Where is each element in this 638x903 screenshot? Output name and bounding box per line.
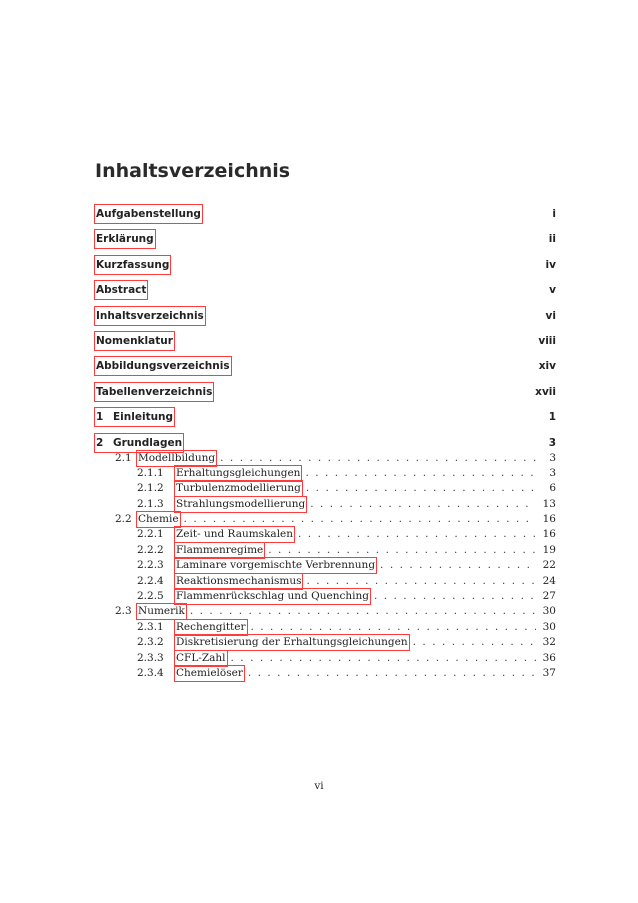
toc-page: 27 — [542, 590, 556, 603]
toc-number: 2.2.5 — [137, 590, 164, 603]
toc-number: 2.2 — [115, 513, 132, 526]
toc-page: xiv — [538, 360, 556, 373]
toc-number: 2.1.3 — [137, 497, 164, 510]
toc-entry-rechengitter — [95, 620, 556, 635]
toc-page: 13 — [542, 497, 556, 510]
toc-entry-nomenklatur — [95, 332, 556, 357]
toc-number: 1 — [96, 411, 104, 424]
toc-page: 16 — [542, 513, 556, 526]
toc-page: 3 — [549, 451, 556, 464]
toc-entry-strahlungsmodellierung — [95, 497, 556, 512]
toc-link[interactable]: Nomenklatur — [95, 332, 174, 350]
toc-number: 2.1 — [115, 451, 132, 464]
toc-title: Inhaltsverzeichnis — [95, 160, 291, 182]
toc-link[interactable]: Inhaltsverzeichnis — [95, 307, 205, 325]
toc-entry-turbulenzmodellierung — [95, 481, 556, 496]
toc-link[interactable]: Abbildungsverzeichnis — [95, 357, 231, 375]
toc-link[interactable]: Reaktionsmechanismus — [176, 574, 302, 587]
dot-leader — [310, 497, 536, 512]
dot-leader — [251, 620, 537, 635]
toc-link[interactable]: Numerik — [138, 605, 185, 618]
toc-page: viii — [538, 334, 556, 347]
toc-number: 2.1.1 — [137, 466, 164, 479]
dot-leader — [298, 527, 536, 542]
dot-leader — [190, 604, 536, 619]
toc-link[interactable]: Abstract — [95, 281, 147, 299]
dot-leader — [306, 574, 536, 589]
toc-page: 6 — [549, 482, 556, 495]
toc-entry-erhaltungsgleichungen — [95, 466, 556, 481]
dot-leader — [306, 481, 536, 496]
toc-number: 2.2.3 — [137, 559, 164, 572]
toc-entry-abbildungsverzeichnis — [95, 357, 556, 382]
toc-entry-laminare-verbrennung — [95, 558, 556, 573]
toc-entry-erklaerung — [95, 230, 556, 255]
toc-link[interactable]: Zeit- und Raumskalen — [176, 528, 294, 541]
toc-entry-kurzfassung — [95, 256, 556, 281]
toc-entry-einleitung — [95, 408, 556, 433]
dot-leader — [268, 543, 536, 558]
toc-entry-reaktionsmechanismus — [95, 574, 556, 589]
toc-page: 16 — [542, 528, 556, 541]
toc-link[interactable]: Strahlungsmodellierung — [176, 497, 306, 510]
toc-number: 2.1.2 — [137, 482, 164, 495]
toc-page: 3 — [549, 466, 556, 479]
toc-link[interactable]: Flammenrückschlag und Quenching — [176, 590, 369, 603]
dot-leader — [248, 666, 536, 681]
toc-link[interactable] — [95, 408, 174, 426]
toc-link[interactable]: Rechengitter — [176, 620, 246, 633]
dot-leader — [220, 451, 536, 466]
toc-page: iv — [545, 258, 556, 271]
toc-link[interactable]: Laminare vorgemischte Verbrennung — [176, 559, 376, 572]
dot-leader — [305, 466, 536, 481]
toc-number: 2.3.4 — [137, 666, 164, 679]
toc-link[interactable]: Turbulenzmodellierung — [176, 482, 301, 495]
toc-entry-tabellenverzeichnis — [95, 383, 556, 408]
toc-page: 30 — [542, 605, 556, 618]
dot-leader — [380, 558, 536, 573]
toc-number: 2.2.1 — [137, 528, 164, 541]
toc-entry-chemie — [95, 512, 556, 527]
toc-link[interactable]: CFL-Zahl — [176, 651, 226, 664]
dot-leader — [231, 651, 536, 666]
toc-page: 36 — [542, 651, 556, 664]
toc-label: Einleitung — [113, 411, 174, 424]
toc-link[interactable]: Chemie — [138, 513, 179, 526]
page-number: vi — [314, 780, 324, 792]
toc-page: i — [552, 208, 556, 220]
toc-page: 19 — [542, 543, 556, 556]
toc-link[interactable] — [95, 434, 183, 452]
toc-page: 3 — [548, 436, 556, 449]
toc-label: Grundlagen — [113, 436, 183, 449]
toc-entry-zeit-raumskalen — [95, 527, 556, 542]
toc-entry-flammenrueckschlag — [95, 589, 556, 604]
toc-entry-aufgabenstellung — [95, 205, 556, 230]
toc-entry-chemieloeser — [95, 666, 556, 681]
toc-link[interactable]: Erklärung — [95, 230, 155, 248]
dot-leader — [413, 635, 536, 650]
toc-entry-inhaltsverzeichnis — [95, 307, 556, 332]
toc-page: 32 — [542, 636, 556, 649]
dot-leader — [374, 589, 536, 604]
toc-entry-numerik — [95, 604, 556, 619]
toc-link[interactable]: Tabellenverzeichnis — [95, 383, 213, 401]
toc-page: v — [549, 284, 556, 297]
toc-number: 2.2.4 — [137, 574, 164, 587]
toc-number: 2.3.3 — [137, 651, 164, 664]
toc-link[interactable]: Diskretisierung der Erhaltungsgleichungen — [176, 636, 408, 649]
toc-link[interactable]: Flammenregime — [176, 543, 264, 556]
toc-entry-abstract — [95, 281, 556, 306]
toc-page: 24 — [542, 574, 556, 587]
toc-page: xvii — [535, 385, 556, 398]
toc-page: 22 — [542, 559, 556, 572]
toc-link[interactable]: Modellbildung — [138, 451, 216, 464]
toc-page: 37 — [542, 666, 556, 679]
toc-link[interactable]: Kurzfassung — [95, 256, 170, 274]
toc-page: ii — [548, 233, 556, 246]
toc-page: 30 — [542, 620, 556, 633]
toc-page: vi — [545, 309, 556, 322]
dot-leader — [184, 512, 536, 527]
toc-link[interactable]: Aufgabenstellung — [95, 205, 202, 223]
toc-number: 2.3 — [115, 605, 132, 618]
toc-number: 2 — [96, 436, 104, 449]
toc-entry-diskretisierung — [95, 635, 556, 650]
toc-entry-modellbildung — [95, 451, 556, 466]
toc-number: 2.3.2 — [137, 636, 164, 649]
toc-entry-cfl-zahl — [95, 651, 556, 666]
toc-link[interactable]: Erhaltungsgleichungen — [176, 466, 301, 479]
toc-number: 2.3.1 — [137, 620, 164, 633]
toc-number: 2.2.2 — [137, 543, 164, 556]
toc-entry-flammenregime — [95, 543, 556, 558]
toc-link[interactable]: Chemielöser — [176, 666, 243, 679]
toc-entry-grundlagen — [95, 434, 556, 451]
table-of-contents — [95, 205, 556, 681]
toc-page: 1 — [548, 411, 556, 424]
